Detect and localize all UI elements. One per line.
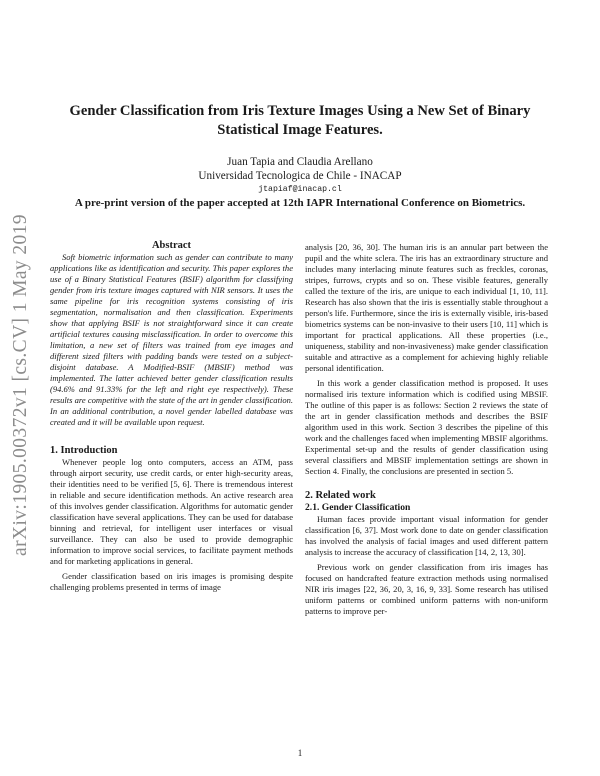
right-column [305, 242, 548, 617]
author-block [60, 155, 540, 183]
body-paragraph-faces: Human faces provide important visual information for gender classification [6, 37]. Most work done to date on gender classification has involved the analysis of facial images and used different pattern analysis to increase the accuracy of classification [14, 2, 13, 30]. [305, 514, 548, 557]
page-number: 1 [297, 748, 303, 758]
author-email[interactable]: jtapiaf@inacap.cl [258, 185, 342, 194]
arxiv-identifier-text: arXiv:1905.00372v1 [cs.CV] 1 May 2019 [10, 214, 31, 556]
body-paragraph-iris: analysis [20, 36, 30]. The human iris is an annular part between the pupil and the white sclera. The iris has an extraordinary structure and includes many interlacing minute features such as freckles, coronas, stripes, furrows, crypts and so on. These visible features, generally called the texture of the iris, are unique to each individual [1, 10, 11]. Research has also shown that the iris is essentially stable throughout a person's life. Furthermore, since the iris is externally visible, iris-based biometrics systems can be non-invasive to their users [10, 11] which is important for practical applications. All these properties (i.e., uniqueness, stability and non-invasiveness) make gender classification suitable and attractive as a complement for achieving highly reliable personal identification. [305, 242, 548, 373]
paper-title-line-1: Gender Classification from Iris Texture Images Using a New Set of Binary [69, 103, 531, 119]
introduction-heading: 1. Introduction [50, 445, 118, 456]
abstract-heading: Abstract [151, 240, 192, 251]
introduction-paragraph-2: Gender classification based on iris images is promising despite challenging problems presented in terms of image [50, 571, 293, 592]
left-column [50, 240, 293, 593]
gender-classification-subheading: 2.1. Gender Classification [305, 502, 411, 513]
body-paragraph-outline: In this work a gender classification method is proposed. It uses normalised iris texture information which is codified using MBSIF. The outline of this paper is as follows: Section 2 reviews the state of the art in gender classification methods and describes the BSIF algorithm used in this work. Section 3 describes the pipeline of this work and the challenges faced when implementing MBSIF algorithms. Experimental set-up and the results of gender classification using several classifiers and MBSIF implementation settings are shown in Section 4. Finally, the conclusions are presented in section 5. [305, 378, 548, 476]
abstract-text: Soft biometric information such as gender can contribute to many applications like as identification and security. This paper explores the use of a Binary Statistical Features (BSIF) algorithm for classifying gender from iris texture images captured with NIR sensors. It uses the same pipeline for iris recognition systems consisting of iris segmentation, normalisation and then classification. Experiments show that applying BSIF is not straightforward since it can create artificial textures causing misclassification. In order to overcome this limitation, a new set of filters was trained from eye images and different sized filters with padding bands were tested on a subject-disjoint database. A Modified-BSIF (MBSIF) method was implemented. The latter achieved better gender classification results (94.6% and 91.33% for the left and right eye respectively). These results are competitive with the state of the art in gender classification. In an additional contribution, a novel gender labelled database was created and it will be available upon request. [50, 252, 293, 427]
body-paragraph-previous-work: Previous work on gender classification from iris images has focused on handcrafted feature extraction methods using normalised NIR iris images [22, 36, 20, 3, 16, 9, 33]. Some research has utilised uniform patterns or combined uniform patterns with non-uniform patterns to improve per- [305, 562, 548, 616]
author-names: Juan Tapia and Claudia Arellano [227, 156, 373, 168]
introduction-paragraph-1: Whenever people log onto computers, access an ATM, pass through airport security, use credit cards, or enter high-security areas, their identities need to be verified [5, 6]. There is tremendous interest in reliable and secure identification methods. An active research area of this involves gender classification. Algorithms for automatic gender classification have several applications. They can be used for database binning and retrieval, for intelligent user interfaces or visual surveillance. They can also be used to provide demographic information to improve social services, to facilitate payment methods and for marketing applications in general. [50, 457, 293, 566]
preprint-notice: A pre-print version of the paper accepted at 12th IAPR International Conference on Biometrics. [74, 197, 526, 209]
author-affiliation: Universidad Tecnologica de Chile - INACAP [198, 170, 402, 182]
arxiv-identifier [6, 205, 36, 565]
paper-title-line-2: Statistical Image Features. [217, 122, 383, 138]
paper-title [60, 102, 540, 140]
related-work-heading: 2. Related work [305, 490, 376, 501]
